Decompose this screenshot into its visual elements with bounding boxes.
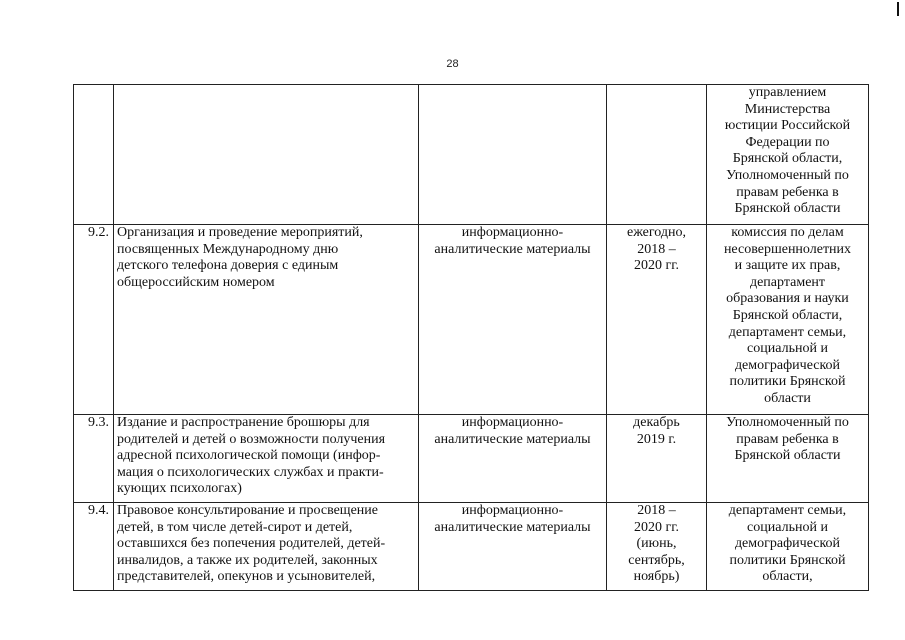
term-cell: 2018 – 2020 гг. (июнь, сентябрь, ноябрь) (607, 503, 707, 591)
row-number: 9.4. (74, 503, 114, 591)
activity-cell: Издание и распространение брошюры для родителей и детей о возможности получения адресной психологической помощи (инфор- мация о психологических службах и практи- кующих психологах) (114, 415, 419, 503)
form-cell: информационно- аналитические материалы (419, 415, 607, 503)
responsible-cell: департамент семьи, социальной и демографической политики Брянской области, (707, 503, 869, 591)
row-number: 9.3. (74, 415, 114, 503)
form-cell: информационно- аналитические материалы (419, 503, 607, 591)
activity-cell (114, 85, 419, 225)
form-cell (419, 85, 607, 225)
table-row (74, 415, 869, 503)
table-row (74, 503, 869, 591)
row-number: 9.2. (74, 225, 114, 415)
responsible-cell: комиссия по делам несовершеннолетних и защите их прав, департамент образования и науки Брянской области, департамент семьи, социальной и демографической политики Брянской области (707, 225, 869, 415)
activity-cell: Правовое консультирование и просвещение детей, в том числе детей-сирот и детей, оставшихся без попечения родителей, детей- инвалидов, а также их родителей, законных представителей, опекунов и усыновителей, (114, 503, 419, 591)
term-cell: ежегодно, 2018 – 2020 гг. (607, 225, 707, 415)
term-cell (607, 85, 707, 225)
term-cell: декабрь 2019 г. (607, 415, 707, 503)
activities-table (73, 84, 869, 591)
responsible-cell: управлением Министерства юстиции Российской Федерации по Брянской области, Уполномоченный по правам ребенка в Брянской области (707, 85, 869, 225)
activity-cell: Организация и проведение мероприятий, посвященных Международному дню детского телефона доверия с единым общероссийским номером (114, 225, 419, 415)
responsible-cell: Уполномоченный по правам ребенка в Брянской области (707, 415, 869, 503)
page-number: 28 (446, 58, 459, 70)
scan-edge-mark (897, 2, 899, 16)
table-row (74, 225, 869, 415)
table-row (74, 85, 869, 225)
row-number (74, 85, 114, 225)
form-cell: информационно- аналитические материалы (419, 225, 607, 415)
